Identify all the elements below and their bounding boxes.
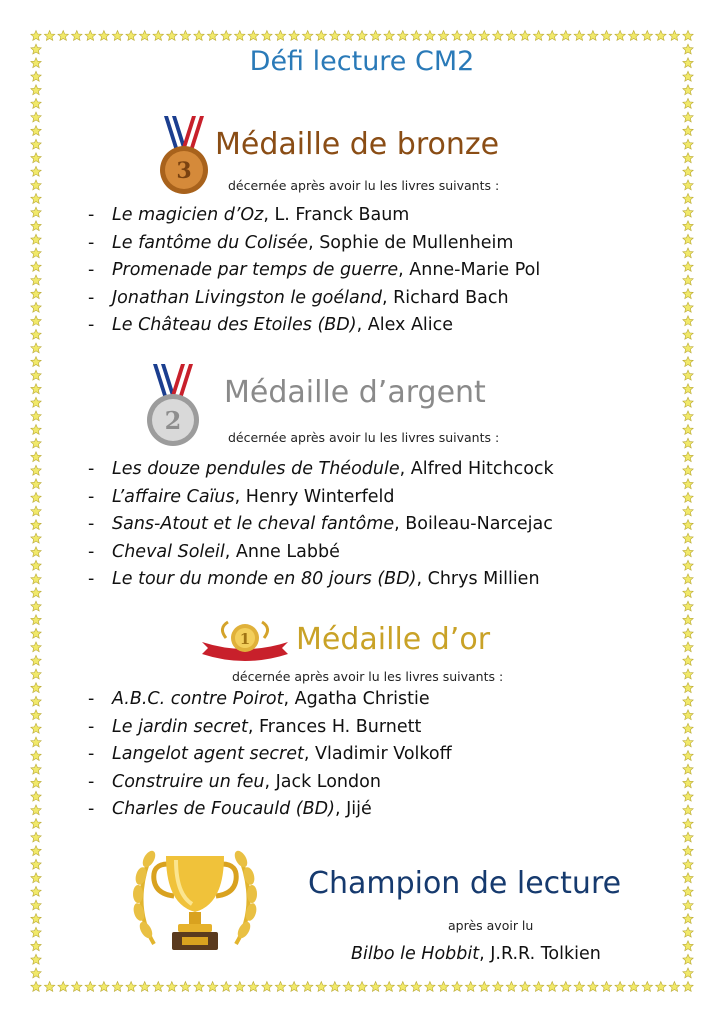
star-icon [683,316,693,326]
star-icon [683,166,693,176]
star-icon [683,262,693,272]
champion-subtitle: après avoir lu [448,918,534,933]
star-icon [31,479,41,489]
star-icon [58,31,69,41]
star-icon [31,180,41,190]
list-item: - Promenade par temps de guerre, Anne-Marie Pol [88,260,541,280]
star-icon [31,873,41,883]
star-icon [139,982,150,992]
list-item: - Jonathan Livingston le goéland, Richard Bach [88,287,509,308]
star-icon [683,628,693,638]
star-icon [44,31,54,41]
champion-heading: Champion de lecture [308,866,622,901]
star-icon [683,982,693,992]
star-icon [31,166,41,176]
star-icon [194,31,204,41]
star-icon [533,31,543,41]
star-icon [31,751,41,761]
star-icon [683,764,693,774]
star-icon [31,941,41,951]
star-icon [126,31,136,41]
star-icon [31,832,41,842]
star-icon [683,778,693,788]
star-icon [683,302,693,312]
silver-book-list [88,456,554,594]
star-icon [683,411,693,421]
star-icon [683,846,693,856]
star-icon [31,289,41,299]
star-icon [615,982,625,992]
star-icon [343,982,353,992]
star-icon [642,31,653,41]
star-icon [398,982,409,992]
silver-heading: Médaille d’argent [224,375,486,410]
star-icon [31,221,41,231]
star-icon [370,982,380,992]
star-icon [31,438,41,448]
silver-subtitle: décernée après avoir lu les livres suivants : [228,430,500,445]
star-icon [31,370,41,380]
bronze-book-list [88,202,540,340]
star-icon [31,574,41,584]
star-icon [438,982,448,992]
star-icon [683,574,693,584]
star-icon [31,275,41,285]
star-icon [139,31,150,41]
star-icon [683,357,693,367]
star-icon [31,465,41,475]
list-item: - Les douze pendules de Théodule, Alfred Hitchcock [88,459,554,479]
star-icon [683,968,693,978]
star-icon [31,411,41,421]
list-item: - Le Château des Etoiles (BD), Alex Alice [88,315,454,335]
star-icon [683,520,693,530]
star-icon [683,791,693,801]
star-icon [669,31,679,41]
star-icon [574,982,585,992]
star-icon [683,506,693,516]
star-icon [683,329,693,339]
star-icon [31,723,41,733]
star-icon [561,982,572,992]
star-icon [520,982,530,992]
star-icon [207,982,217,992]
star-icon [533,982,543,992]
star-icon [31,683,41,693]
list-item: - Le jardin secret, Frances H. Burnett [88,716,422,737]
star-icon [683,492,693,502]
star-icon [479,982,490,992]
star-icon [561,31,572,41]
star-icon [126,982,136,992]
star-icon [683,153,693,163]
star-icon [683,112,693,122]
star-icon [683,873,693,883]
star-icon [44,982,54,992]
silver-medal-icon [140,362,206,448]
star-icon [31,207,41,217]
star-icon [235,31,246,41]
star-icon [31,31,41,41]
star-icon [683,289,693,299]
star-icon [370,31,380,41]
list-item: - Construire un feu, Jack London [88,771,381,792]
star-icon [683,384,693,394]
star-icon [669,982,679,992]
star-icon [683,914,693,924]
champion-book-title: Bilbo le Hobbit [351,944,480,964]
star-icon [683,31,693,41]
bronze-medal-icon [154,114,214,196]
star-icon [683,751,693,761]
star-icon [31,425,41,435]
star-icon [601,982,611,992]
star-icon [330,31,341,41]
star-icon [479,31,490,41]
medal-number: 2 [164,406,182,435]
star-icon [683,194,693,204]
star-icon [683,954,693,964]
star-icon [31,778,41,788]
star-icon [31,302,41,312]
star-icon [628,982,639,992]
star-icon [615,31,625,41]
star-icon [31,859,41,869]
gold-heading: Médaille d’or [296,622,491,657]
star-icon [207,31,217,41]
star-icon [31,316,41,326]
champion-book-author: , J.R.R. Tolkien [479,944,601,964]
star-icon [31,533,41,543]
star-icon [588,982,598,992]
star-icon [194,982,204,992]
star-icon [72,982,83,992]
star-icon [235,982,246,992]
star-icon [31,819,41,829]
star-icon [683,927,693,937]
star-icon [167,31,178,41]
star-icon [683,85,693,95]
star-icon [289,982,299,992]
star-icon [31,452,41,462]
star-icon [683,479,693,489]
star-icon [31,791,41,801]
star-icon [506,31,516,41]
star-icon [31,343,41,353]
star-icon [683,180,693,190]
list-item: - L’affaire Caïus, Henry Winterfeld [88,486,395,507]
star-icon [683,275,693,285]
bronze-subtitle: décernée après avoir lu les livres suivants : [228,178,500,193]
bronze-heading: Médaille de bronze [215,127,500,162]
star-icon [683,615,693,625]
star-icon [601,31,611,41]
list-item: - Le tour du monde en 80 jours (BD), Chrys Millien [88,569,540,589]
star-icon [31,900,41,910]
star-icon [452,982,462,992]
star-icon [683,832,693,842]
star-icon [31,248,41,258]
star-icon [31,139,41,149]
star-icon [31,85,41,95]
star-icon [683,900,693,910]
list-item: - A.B.C. contre Poirot, Agatha Christie [88,689,430,709]
star-icon [31,560,41,570]
star-icon [683,248,693,258]
list-item: - Charles de Foucauld (BD), Jijé [88,799,372,819]
star-icon [99,982,109,992]
star-icon [302,982,313,992]
star-icon [275,982,285,992]
star-icon [683,452,693,462]
star-icon [99,31,109,41]
star-icon [465,982,476,992]
star-icon [493,31,504,41]
star-icon [425,31,435,41]
star-icon [153,982,164,992]
star-icon [493,982,504,992]
star-icon [31,194,41,204]
star-icon [275,31,285,41]
star-icon [316,31,327,41]
champion-book [351,944,601,964]
star-icon [683,588,693,598]
star-icon [31,153,41,163]
star-icon [683,859,693,869]
gold-medal-ribbon-icon [198,618,292,666]
star-icon [31,262,41,272]
medal-number: 3 [176,158,192,184]
star-icon [31,846,41,856]
star-icon [58,982,69,992]
star-icon [112,982,122,992]
star-icon [398,31,409,41]
star-icon [656,31,667,41]
star-icon [31,737,41,747]
star-icon [683,560,693,570]
star-icon [85,982,96,992]
star-icon [683,343,693,353]
star-icon [683,438,693,448]
star-icon [683,370,693,380]
star-icon [31,112,41,122]
medal-number: 1 [239,630,251,648]
star-icon [31,968,41,978]
star-icon [31,710,41,720]
star-icon [31,886,41,896]
star-icon [289,31,299,41]
star-icon [683,819,693,829]
gold-subtitle: décernée après avoir lu les livres suivants : [232,669,504,684]
star-icon [31,329,41,339]
star-icon [357,31,367,41]
star-icon [31,357,41,367]
list-item: - Cheval Soleil, Anne Labbé [88,541,340,562]
star-icon [384,982,395,992]
star-icon [31,384,41,394]
star-icon [31,397,41,407]
star-icon [262,982,272,992]
star-icon [31,506,41,516]
star-icon [683,98,693,108]
star-icon [547,982,558,992]
star-icon [683,126,693,136]
star-icon [357,982,367,992]
star-icon [683,805,693,815]
star-icon [683,710,693,720]
star-icon [506,982,516,992]
star-icon [31,696,41,706]
star-icon [683,465,693,475]
star-icon [425,982,435,992]
gold-book-list [88,686,452,824]
star-icon [85,31,96,41]
star-icon [683,941,693,951]
star-icon [683,669,693,679]
star-icon [31,615,41,625]
star-icon [302,31,313,41]
star-icon [330,982,341,992]
star-icon [31,954,41,964]
star-icon [683,601,693,611]
star-icon [31,601,41,611]
list-item: - Langelot agent secret, Vladimir Volkoff [88,744,452,764]
star-icon [31,927,41,937]
star-icon [248,982,259,992]
star-icon [31,126,41,136]
star-icon [31,628,41,638]
star-icon [438,31,448,41]
star-icon [31,655,41,665]
star-icon [31,764,41,774]
star-icon [31,805,41,815]
star-icon [465,31,476,41]
star-icon [153,31,164,41]
star-icon [588,31,598,41]
star-icon [316,982,327,992]
star-icon [683,655,693,665]
star-icon [262,31,272,41]
star-icon [683,139,693,149]
star-icon [683,642,693,652]
star-icon [574,31,585,41]
star-icon [248,31,259,41]
star-icon [520,31,530,41]
star-icon [31,982,41,992]
star-icon [683,696,693,706]
star-icon [547,31,558,41]
star-icon [31,547,41,557]
star-icon [683,547,693,557]
star-icon [452,31,462,41]
list-item: - Le fantôme du Colisée, Sophie de Mullenheim [88,232,514,253]
star-icon [180,31,190,41]
star-icon [180,982,190,992]
star-icon [31,588,41,598]
list-item: - Sans-Atout et le cheval fantôme, Boileau-Narcejac [88,514,553,534]
star-icon [683,221,693,231]
star-icon [683,234,693,244]
list-item: - Le magicien d’Oz, L. Franck Baum [88,205,410,225]
star-icon [656,982,667,992]
star-icon [683,533,693,543]
star-icon [221,982,232,992]
page-title: Défi lecture CM2 [249,46,475,77]
star-icon [31,520,41,530]
star-icon [683,207,693,217]
star-icon [384,31,395,41]
trophy-laurel-icon [130,834,260,960]
star-icon [31,669,41,679]
star-icon [683,683,693,693]
star-icon [31,98,41,108]
star-icon [72,31,83,41]
star-icon [221,31,232,41]
star-icon [31,642,41,652]
star-icon [683,397,693,407]
star-icon [628,31,639,41]
star-icon [167,982,178,992]
star-icon [642,982,653,992]
star-icon [683,723,693,733]
star-icon [683,886,693,896]
star-icon [343,31,353,41]
star-icon [31,234,41,244]
star-icon [411,982,422,992]
star-icon [683,425,693,435]
star-icon [683,737,693,747]
star-icon [31,492,41,502]
star-icon [112,31,122,41]
star-icon [411,31,422,41]
star-icon [31,914,41,924]
